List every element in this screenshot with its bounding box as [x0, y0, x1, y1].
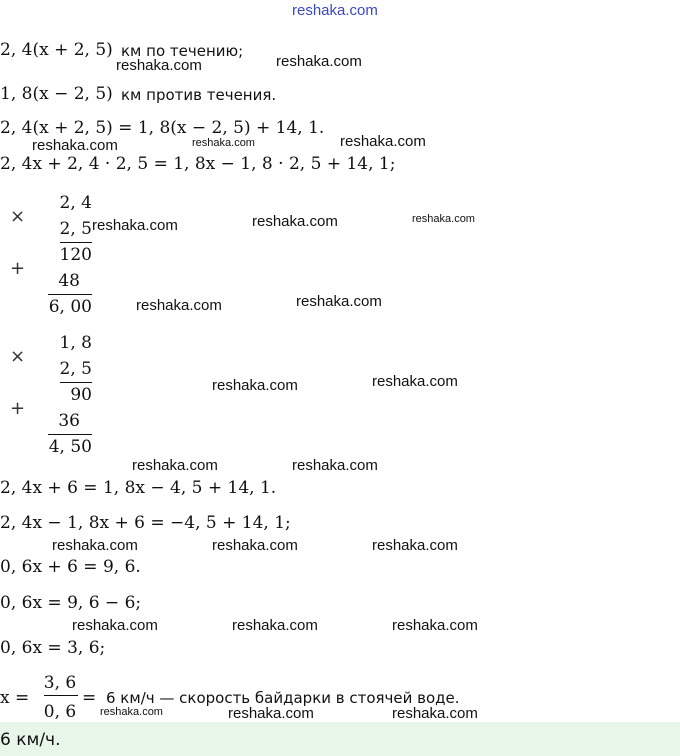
watermark: reshaka.com: [276, 53, 362, 70]
watermark: reshaka.com: [412, 213, 475, 225]
mult1-result: 6, 00: [48, 297, 92, 317]
watermark: reshaka.com: [232, 617, 318, 634]
final-equals: =: [82, 688, 97, 708]
text-line-2: км против течения.: [121, 86, 277, 104]
mult2-rule: [60, 382, 92, 383]
watermark: reshaka.com: [296, 293, 382, 310]
watermark: reshaka.com: [132, 457, 218, 474]
mult1-partial-2: 48: [58, 271, 80, 291]
final-result-text: 6 км/ч — скорость байдарки в стоячей воде.: [106, 689, 460, 707]
watermark: reshaka.com: [392, 617, 478, 634]
final-denominator: 0, 6: [43, 702, 77, 722]
watermark: reshaka.com: [392, 705, 478, 722]
text-line-1: км по течению;: [121, 42, 244, 60]
equation-line-4: 2, 4x + 2, 4 · 2, 5 = 1, 8x − 1, 8 · 2, 5 + 14, 1;: [0, 154, 396, 174]
watermark: reshaka.com: [100, 706, 163, 718]
mult2-partial-1: 90: [70, 385, 92, 405]
plus-sign: +: [10, 398, 26, 419]
watermark: reshaka.com: [292, 457, 378, 474]
final-x-equals: x =: [0, 688, 30, 708]
equation-line-3: 2, 4(x + 2, 5) = 1, 8(x − 2, 5) + 14, 1.: [0, 118, 325, 138]
equation-line-6: 2, 4x − 1, 8x + 6 = −4, 5 + 14, 1;: [0, 513, 291, 533]
watermark: reshaka.com: [192, 137, 255, 149]
watermark: reshaka.com: [52, 537, 138, 554]
mult2-factor-a: 1, 8: [59, 333, 92, 353]
watermark: reshaka.com: [372, 373, 458, 390]
answer-panel: [0, 722, 680, 756]
watermark: reshaka.com: [212, 377, 298, 394]
watermark: reshaka.com: [72, 617, 158, 634]
mult2-result: 4, 50: [48, 437, 92, 457]
equation-line-9: 0, 6x = 3, 6;: [0, 638, 106, 658]
answer-text: 6 км/ч.: [0, 730, 61, 750]
watermark: reshaka.com: [32, 137, 118, 154]
mult2-factor-b: 2, 5: [59, 359, 92, 379]
equation-line-5: 2, 4x + 6 = 1, 8x − 4, 5 + 14, 1.: [0, 478, 277, 498]
watermark: reshaka.com: [136, 297, 222, 314]
plus-sign: +: [10, 258, 26, 279]
site-header-link[interactable]: reshaka.com: [292, 2, 378, 19]
watermark: reshaka.com: [212, 537, 298, 554]
watermark: reshaka.com: [340, 133, 426, 150]
watermark: reshaka.com: [116, 57, 202, 74]
times-sign: ×: [10, 206, 26, 227]
mult1-rule: [60, 242, 92, 243]
mult1-rule: [48, 294, 92, 295]
watermark: reshaka.com: [372, 537, 458, 554]
equation-line-7: 0, 6x + 6 = 9, 6.: [0, 557, 141, 577]
mult1-factor-b: 2, 5: [59, 219, 92, 239]
watermark: reshaka.com: [92, 217, 178, 234]
mult2-rule: [48, 434, 92, 435]
equation-line-2: 1, 8(x − 2, 5): [0, 84, 113, 104]
watermark: reshaka.com: [228, 705, 314, 722]
mult2-partial-2: 36: [58, 411, 80, 431]
fraction-bar: [44, 695, 78, 696]
equation-line-1: 2, 4(x + 2, 5): [0, 40, 113, 60]
equation-line-8: 0, 6x = 9, 6 − 6;: [0, 593, 142, 613]
final-numerator: 3, 6: [43, 673, 77, 693]
times-sign: ×: [10, 346, 26, 367]
watermark: reshaka.com: [252, 213, 338, 230]
mult1-partial-1: 120: [59, 245, 92, 265]
mult1-factor-a: 2, 4: [59, 193, 92, 213]
